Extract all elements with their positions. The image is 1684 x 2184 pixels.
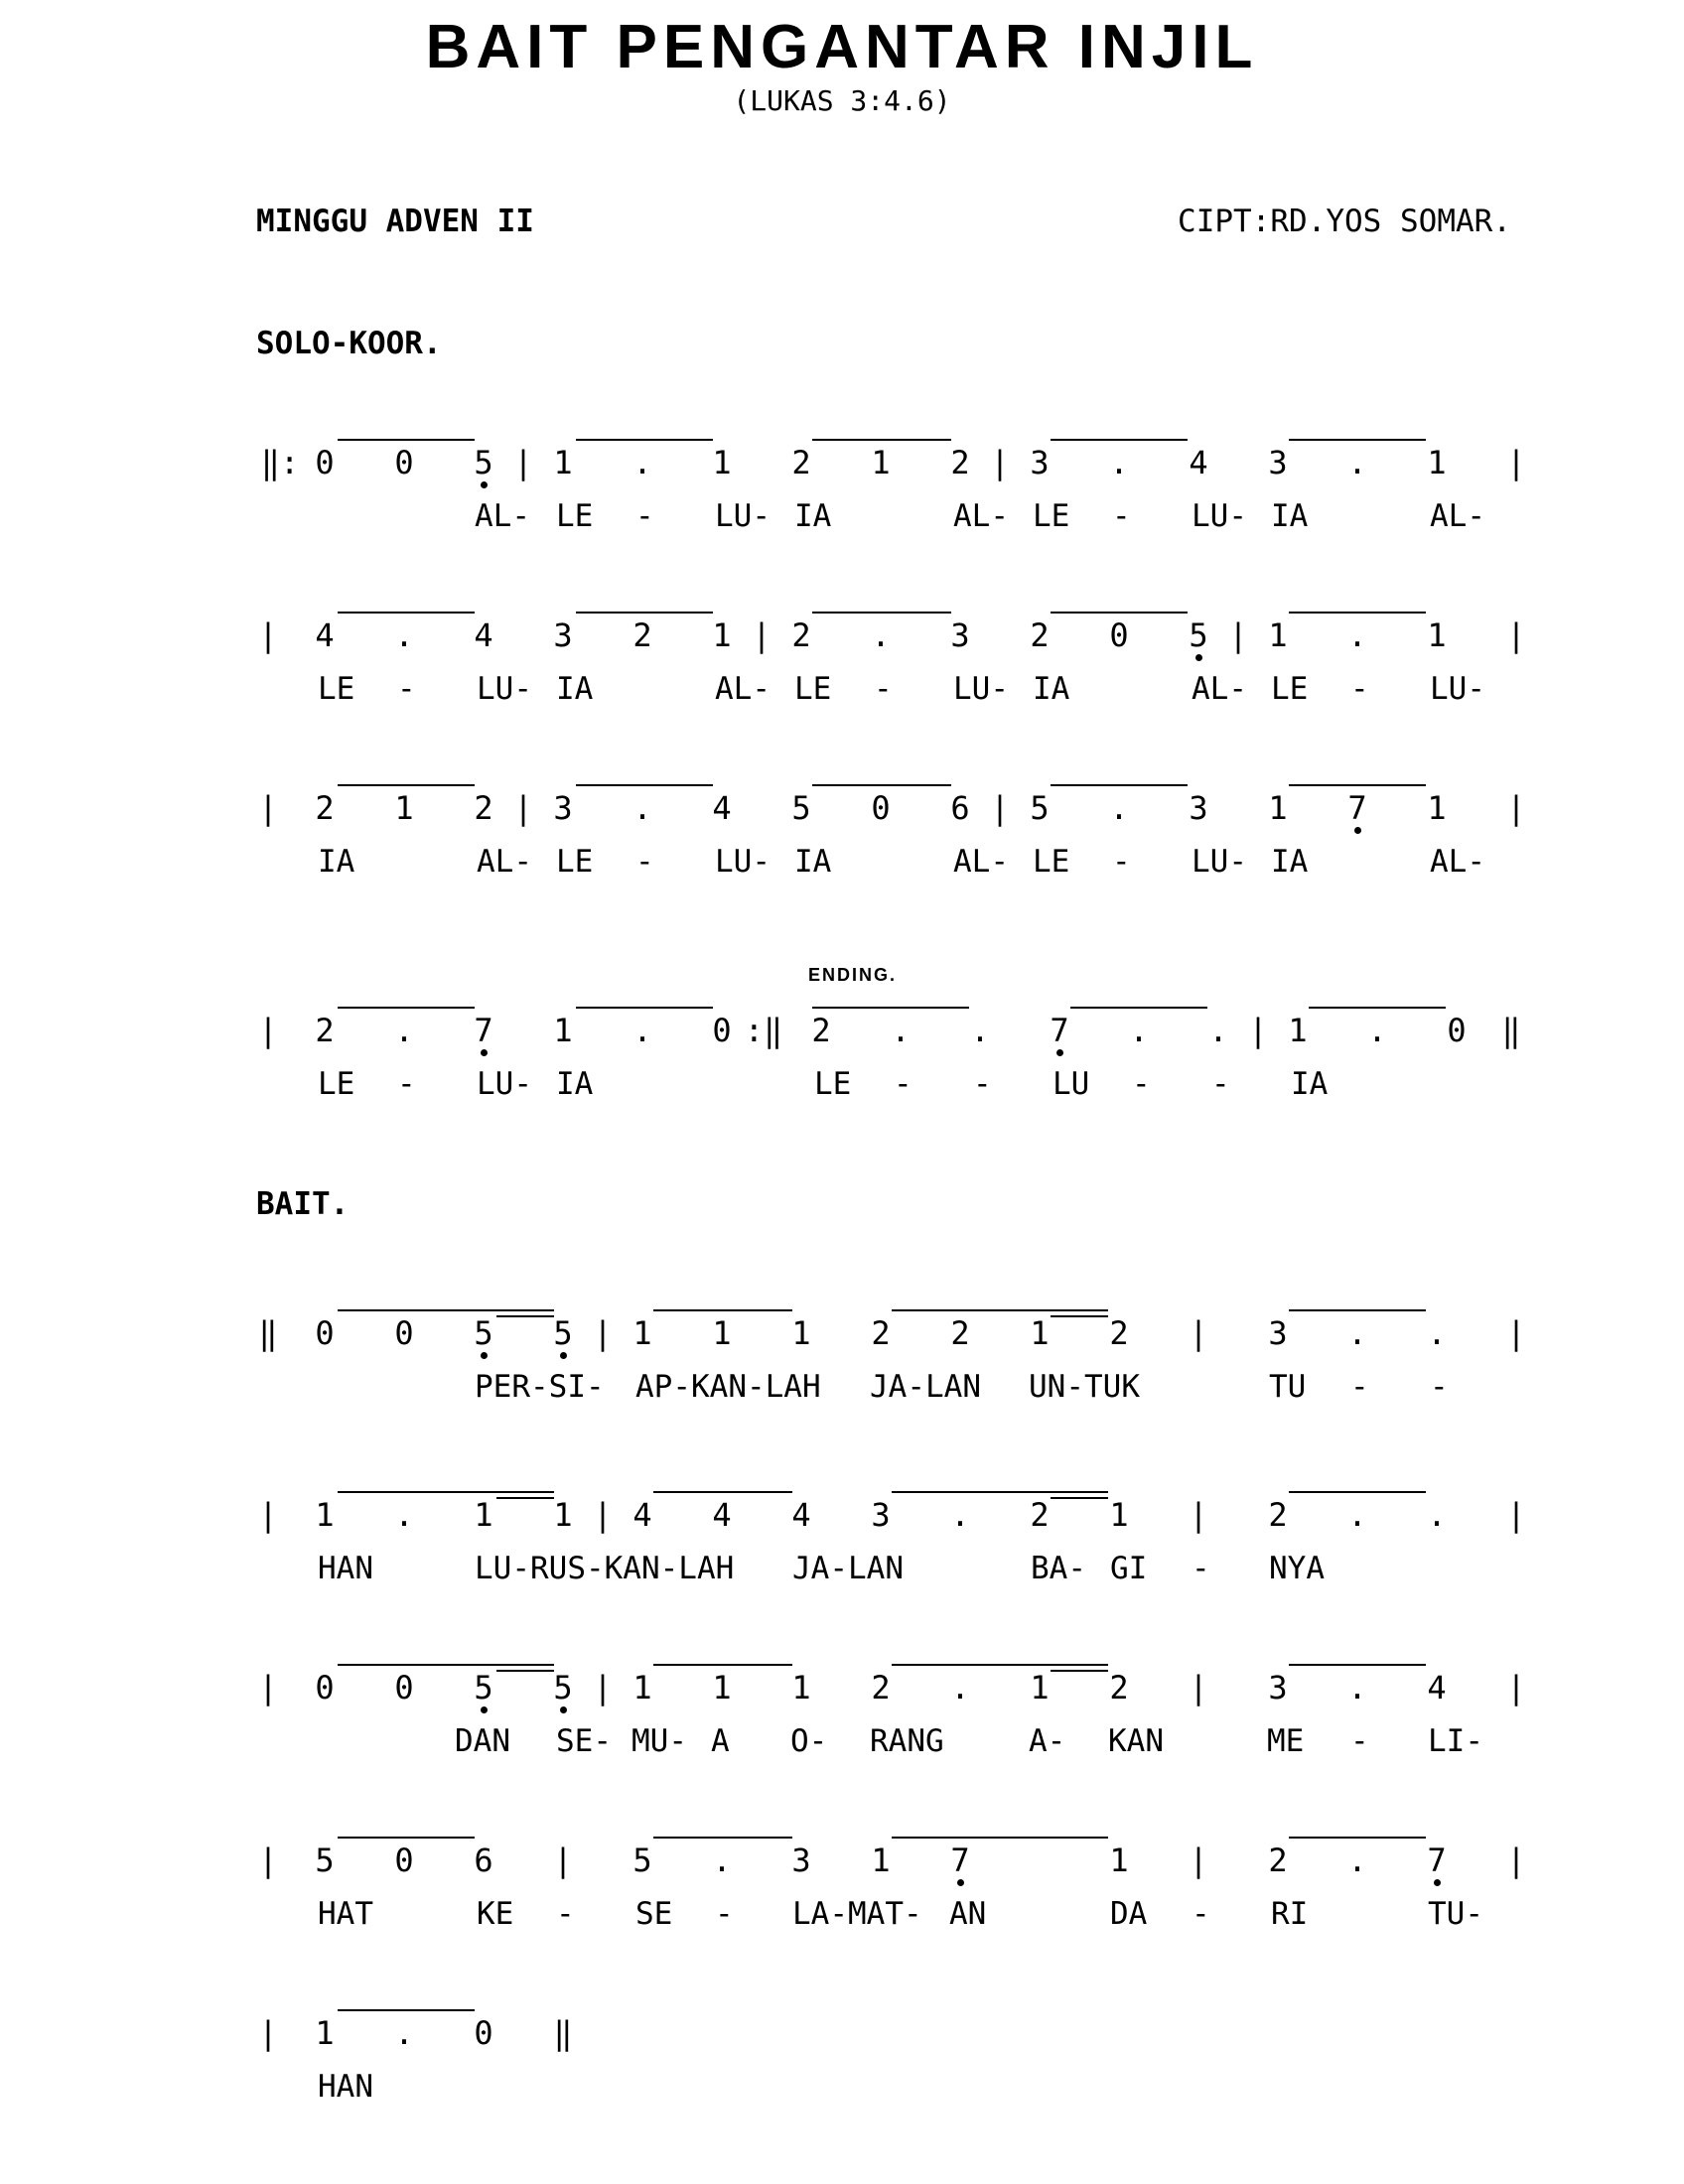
lyric-syllable: - <box>397 1066 416 1102</box>
section-bait: BAIT. <box>256 1186 350 1222</box>
note-text: | <box>553 1842 573 1879</box>
ending-marker: ENDING. <box>808 965 898 985</box>
beam-line <box>1309 1007 1446 1009</box>
lyric-syllable: IA <box>556 671 594 707</box>
octave-dot <box>481 1352 488 1359</box>
note-text: 3 <box>871 1496 891 1534</box>
note-text: 5 <box>1189 616 1208 654</box>
lyric-syllable: AL- <box>1430 844 1485 880</box>
octave-dot <box>1195 654 1202 661</box>
beam-line <box>892 1309 1108 1311</box>
note-text: . <box>394 1496 414 1534</box>
note-text: 6 <box>474 1842 493 1879</box>
note-text: | <box>990 444 1010 481</box>
lyric-syllable: AL- <box>953 498 1009 534</box>
note-text: 5 <box>474 1669 493 1706</box>
beam-line <box>338 784 475 786</box>
note-text: | <box>1189 1842 1208 1879</box>
lyric-syllable: - <box>874 671 893 707</box>
beam-line <box>576 1007 713 1009</box>
note-text: . <box>1129 1012 1149 1049</box>
note-text: 1 <box>553 1012 573 1049</box>
lyric-syllable: AP-KAN-LAH <box>635 1369 821 1405</box>
note-text: 2 <box>871 1669 891 1706</box>
lyric-syllable: LE <box>1033 844 1070 880</box>
note-text: 0 <box>315 1669 335 1706</box>
lyric-syllable: - <box>1350 671 1369 707</box>
note-text: 4 <box>1427 1669 1447 1706</box>
note-text: . <box>1347 616 1367 654</box>
lyric-syllable: - <box>1192 1896 1210 1932</box>
note-text: 4 <box>315 616 335 654</box>
note-text: 2 <box>811 1012 831 1049</box>
note-text: 1 <box>712 444 732 481</box>
note-text: 4 <box>474 616 493 654</box>
note-text: 5 <box>791 789 811 827</box>
lyric-syllable: DA <box>1110 1896 1148 1932</box>
note-text: 1 <box>1030 1314 1050 1352</box>
lyric-syllable: - <box>1132 1066 1151 1102</box>
note-text: 2 <box>871 1314 891 1352</box>
note-text: 1 <box>1109 1842 1129 1879</box>
lyric-syllable: LU- <box>715 498 771 534</box>
lyric-syllable: LE <box>794 671 832 707</box>
note-text: 2 <box>950 1314 970 1352</box>
note-text: | <box>258 2014 278 2052</box>
beam-line <box>576 439 713 441</box>
beam-line <box>812 1007 969 1009</box>
beam-line <box>496 1670 554 1672</box>
note-text: 4 <box>632 1496 652 1534</box>
note-text: 0 <box>315 1314 335 1352</box>
lyric-syllable: RI <box>1271 1896 1309 1932</box>
note-text: | <box>593 1496 613 1534</box>
lyric-syllable: IA <box>556 1066 594 1102</box>
lyric-syllable: IA <box>318 844 355 880</box>
note-text: . <box>1347 444 1367 481</box>
octave-dot <box>1354 827 1361 834</box>
note-text: 5 <box>474 444 493 481</box>
lyric-syllable: DAN <box>455 1723 510 1759</box>
note-text: 4 <box>1189 444 1208 481</box>
note-text: 5 <box>1030 789 1050 827</box>
note-text: 7 <box>1427 1842 1447 1879</box>
lyric-syllable: AL- <box>715 671 771 707</box>
note-text: . <box>632 1012 652 1049</box>
note-text: 0 <box>474 2014 493 2052</box>
lyric-syllable: HAT <box>318 1896 373 1932</box>
beam-line <box>1289 612 1426 614</box>
beam-line <box>338 439 475 441</box>
note-text: . <box>632 789 652 827</box>
note-text: . <box>1347 1842 1367 1879</box>
lyric-syllable: - <box>1112 498 1131 534</box>
note-text: | <box>513 444 533 481</box>
octave-dot <box>560 1352 567 1359</box>
lyric-syllable: SE <box>635 1896 673 1932</box>
note-text: 1 <box>712 1669 732 1706</box>
beam-line <box>1070 1007 1207 1009</box>
note-text: ‖ <box>1501 1012 1521 1049</box>
note-text: 1 <box>632 1314 652 1352</box>
note-text: 1 <box>1427 789 1447 827</box>
note-text: 1 <box>1288 1012 1308 1049</box>
note-text: . <box>970 1012 990 1049</box>
note-text: . <box>394 1012 414 1049</box>
note-text: 1 <box>1427 616 1447 654</box>
note-text: 1 <box>712 1314 732 1352</box>
note-text: | <box>1228 616 1248 654</box>
note-text: 2 <box>1268 1842 1288 1879</box>
note-text: ‖: <box>260 444 300 481</box>
note-text: 3 <box>1189 789 1208 827</box>
note-text: . <box>950 1496 970 1534</box>
beam-line <box>338 612 475 614</box>
note-text: 0 <box>394 1314 414 1352</box>
note-text: 0 <box>712 1012 732 1049</box>
note-text: ‖ <box>258 1314 278 1352</box>
note-text: | <box>258 1669 278 1706</box>
lyric-syllable: BA- <box>1031 1551 1086 1586</box>
octave-dot <box>560 1706 567 1713</box>
lyric-syllable: RANG <box>870 1723 944 1759</box>
note-text: 3 <box>1268 1314 1288 1352</box>
note-text: | <box>990 789 1010 827</box>
note-text: . <box>394 2014 414 2052</box>
note-text: . <box>1427 1496 1447 1534</box>
note-text: | <box>258 789 278 827</box>
occasion-label: MINGGU ADVEN II <box>256 204 534 239</box>
note-text: . <box>394 616 414 654</box>
note-text: 1 <box>394 789 414 827</box>
note-text: | <box>258 1012 278 1049</box>
beam-line <box>892 1837 1108 1839</box>
beam-line <box>1289 439 1426 441</box>
note-text: 7 <box>474 1012 493 1049</box>
lyric-syllable: - <box>397 671 416 707</box>
lyric-syllable: LI- <box>1428 1723 1483 1759</box>
lyric-syllable: LU- <box>1192 498 1247 534</box>
lyric-syllable: LU- <box>477 1066 532 1102</box>
lyric-syllable: PER-SI- <box>475 1369 605 1405</box>
note-text: . <box>1109 444 1129 481</box>
note-text: 2 <box>1030 1496 1050 1534</box>
note-text: 2 <box>1109 1314 1129 1352</box>
note-text: 1 <box>553 1496 573 1534</box>
note-text: | <box>1506 789 1526 827</box>
note-text: :‖ <box>744 1012 783 1049</box>
note-text: 1 <box>1030 1669 1050 1706</box>
lyric-syllable: - <box>635 844 654 880</box>
beam-line <box>1051 1670 1108 1672</box>
section-solo-koor: SOLO-KOOR. <box>256 326 442 361</box>
lyric-syllable: A- <box>1029 1723 1066 1759</box>
lyric-syllable: - <box>894 1066 912 1102</box>
lyric-syllable: - <box>1211 1066 1230 1102</box>
note-text: 2 <box>315 1012 335 1049</box>
song-title: BAIT PENGANTAR INJIL <box>425 13 1259 81</box>
lyric-syllable: IA <box>1271 498 1309 534</box>
note-text: 0 <box>394 1669 414 1706</box>
lyric-syllable: A <box>711 1723 730 1759</box>
composer-credit: CIPT:RD.YOS SOMAR. <box>1178 204 1511 239</box>
note-text: . <box>1347 1314 1367 1352</box>
note-text: . <box>1208 1012 1228 1049</box>
note-text: . <box>871 616 891 654</box>
beam-line <box>338 2009 475 2011</box>
note-text: 2 <box>791 444 811 481</box>
note-text: 4 <box>712 1496 732 1534</box>
note-text: . <box>712 1842 732 1879</box>
lyric-syllable: TU <box>1269 1369 1307 1405</box>
note-text: | <box>258 1842 278 1879</box>
beam-line <box>1289 1309 1426 1311</box>
note-text: . <box>1109 789 1129 827</box>
beam-line <box>653 1491 792 1493</box>
note-text: | <box>1506 1496 1526 1534</box>
note-text: 4 <box>791 1496 811 1534</box>
note-text: 1 <box>1109 1496 1129 1534</box>
note-text: 3 <box>553 616 573 654</box>
lyric-syllable: AL- <box>475 498 530 534</box>
lyric-syllable: HAN <box>318 1551 373 1586</box>
note-text: 1 <box>791 1669 811 1706</box>
note-text: 2 <box>791 616 811 654</box>
note-text: 5 <box>632 1842 652 1879</box>
beam-line <box>653 1309 792 1311</box>
note-text: 4 <box>712 789 732 827</box>
lyric-syllable: HAN <box>318 2069 373 2105</box>
note-text: 2 <box>315 789 335 827</box>
lyric-syllable: LA-MAT- <box>792 1896 922 1932</box>
lyric-syllable: LU- <box>477 671 532 707</box>
beam-line <box>1289 1837 1426 1839</box>
lyric-syllable: - <box>1112 844 1131 880</box>
note-text: 5 <box>553 1669 573 1706</box>
note-text: 1 <box>315 1496 335 1534</box>
lyric-syllable: - <box>556 1896 575 1932</box>
lyric-syllable: LU- <box>715 844 771 880</box>
scripture-reference: (LUKAS 3:4.6) <box>733 84 951 117</box>
note-text: 3 <box>1030 444 1050 481</box>
note-text: 0 <box>394 444 414 481</box>
octave-dot <box>481 1706 488 1713</box>
beam-line <box>812 784 951 786</box>
lyric-syllable: LU-RUS-KAN-LAH <box>475 1551 735 1586</box>
note-text: . <box>950 1669 970 1706</box>
beam-line <box>1051 439 1188 441</box>
note-text: 0 <box>394 1842 414 1879</box>
beam-line <box>812 612 951 614</box>
note-text: . <box>1367 1012 1387 1049</box>
note-text: 5 <box>315 1842 335 1879</box>
lyric-syllable: IA <box>1271 844 1309 880</box>
note-text: | <box>1506 444 1526 481</box>
lyric-syllable: LE <box>318 671 355 707</box>
lyric-syllable: JA-LAN <box>870 1369 981 1405</box>
note-text: 0 <box>1109 616 1129 654</box>
lyric-syllable: - <box>973 1066 992 1102</box>
note-text: 5 <box>553 1314 573 1352</box>
note-text: 7 <box>950 1842 970 1879</box>
lyric-syllable: IA <box>1291 1066 1329 1102</box>
note-text: | <box>1506 1842 1526 1879</box>
lyric-syllable: ME <box>1267 1723 1305 1759</box>
beam-line <box>1289 1491 1426 1493</box>
lyric-syllable: UN-TUK <box>1029 1369 1140 1405</box>
lyric-syllable: AL- <box>953 844 1009 880</box>
note-text: 3 <box>553 789 573 827</box>
note-text: | <box>1189 1496 1208 1534</box>
note-text: 3 <box>791 1842 811 1879</box>
beam-line <box>653 1837 792 1839</box>
beam-line <box>338 1664 554 1666</box>
note-text: . <box>1427 1314 1447 1352</box>
note-text: | <box>1189 1314 1208 1352</box>
lyric-syllable: LE <box>814 1066 852 1102</box>
note-text: 1 <box>871 444 891 481</box>
beam-line <box>1051 1315 1108 1317</box>
lyric-syllable: LU- <box>953 671 1009 707</box>
octave-dot <box>481 1049 488 1056</box>
note-text: | <box>1506 1314 1526 1352</box>
note-text: 7 <box>1347 789 1367 827</box>
note-text: . <box>1347 1496 1367 1534</box>
beam-line <box>892 1491 1108 1493</box>
lyric-syllable: LU <box>1052 1066 1090 1102</box>
lyric-syllable: TU- <box>1428 1896 1483 1932</box>
beam-line <box>1289 784 1426 786</box>
lyric-syllable: LE <box>1033 498 1070 534</box>
lyric-syllable: LE <box>556 844 594 880</box>
note-text: 0 <box>871 789 891 827</box>
note-text: 1 <box>632 1669 652 1706</box>
note-text: 2 <box>1109 1669 1129 1706</box>
lyric-syllable: - <box>1350 1369 1369 1405</box>
note-text: | <box>513 789 533 827</box>
note-text: | <box>593 1669 613 1706</box>
lyric-syllable: AL- <box>1192 671 1247 707</box>
note-text: 2 <box>1030 616 1050 654</box>
note-text: | <box>258 1496 278 1534</box>
lyric-syllable: NYA <box>1269 1551 1325 1586</box>
note-text: ‖ <box>553 2014 573 2052</box>
beam-line <box>338 1007 475 1009</box>
beam-line <box>338 1491 554 1493</box>
note-text: 1 <box>1268 616 1288 654</box>
lyric-syllable: - <box>635 498 654 534</box>
note-text: | <box>1189 1669 1208 1706</box>
beam-line <box>1051 784 1188 786</box>
lyric-syllable: IA <box>794 498 832 534</box>
note-text: 1 <box>1268 789 1288 827</box>
note-text: 1 <box>791 1314 811 1352</box>
note-text: | <box>1248 1012 1268 1049</box>
note-text: | <box>752 616 772 654</box>
beam-line <box>496 1497 554 1499</box>
lyric-syllable: SE- <box>556 1723 612 1759</box>
note-text: | <box>593 1314 613 1352</box>
lyric-syllable: AL- <box>1430 498 1485 534</box>
octave-dot <box>481 481 488 488</box>
note-text: 2 <box>950 444 970 481</box>
note-text: 1 <box>474 1496 493 1534</box>
note-text: . <box>1347 1669 1367 1706</box>
beam-line <box>1051 612 1188 614</box>
beam-line <box>892 1664 1108 1666</box>
beam-line <box>338 1309 554 1311</box>
beam-line <box>1289 1664 1426 1666</box>
note-text: 1 <box>315 2014 335 2052</box>
beam-line <box>496 1315 554 1317</box>
beam-line <box>653 1664 792 1666</box>
note-text: . <box>632 444 652 481</box>
lyric-syllable: - <box>715 1896 734 1932</box>
lyric-syllable: - <box>1350 1723 1369 1759</box>
note-text: 2 <box>632 616 652 654</box>
lyric-syllable: LE <box>318 1066 355 1102</box>
lyric-syllable: - <box>1430 1369 1449 1405</box>
octave-dot <box>957 1879 964 1886</box>
lyric-syllable: O- <box>790 1723 828 1759</box>
note-text: 2 <box>1268 1496 1288 1534</box>
octave-dot <box>1434 1879 1441 1886</box>
note-text: 5 <box>474 1314 493 1352</box>
lyric-syllable: - <box>1192 1551 1210 1586</box>
octave-dot <box>1056 1049 1063 1056</box>
note-text: 6 <box>950 789 970 827</box>
note-text: 2 <box>474 789 493 827</box>
note-text: | <box>258 616 278 654</box>
lyric-syllable: LE <box>556 498 594 534</box>
lyric-syllable: JA-LAN <box>792 1551 904 1586</box>
lyric-syllable: KE <box>477 1896 514 1932</box>
note-text: 1 <box>712 616 732 654</box>
lyric-syllable: LU- <box>1430 671 1485 707</box>
lyric-syllable: AN <box>949 1896 987 1932</box>
note-text: 1 <box>1427 444 1447 481</box>
beam-line <box>576 612 713 614</box>
note-text: 3 <box>1268 444 1288 481</box>
note-text: 0 <box>315 444 335 481</box>
lyric-syllable: AL- <box>477 844 532 880</box>
lyric-syllable: GI <box>1110 1551 1148 1586</box>
beam-line <box>1051 1497 1108 1499</box>
note-text: 7 <box>1050 1012 1069 1049</box>
note-text: 0 <box>1447 1012 1467 1049</box>
note-text: | <box>1506 1669 1526 1706</box>
lyric-syllable: IA <box>794 844 832 880</box>
beam-line <box>338 1837 475 1839</box>
lyric-syllable: IA <box>1033 671 1070 707</box>
lyric-syllable: LE <box>1271 671 1309 707</box>
note-text: . <box>891 1012 911 1049</box>
beam-line <box>812 439 951 441</box>
note-text: 1 <box>871 1842 891 1879</box>
note-text: 3 <box>1268 1669 1288 1706</box>
lyric-syllable: LU- <box>1192 844 1247 880</box>
note-text: 3 <box>950 616 970 654</box>
note-text: | <box>1506 616 1526 654</box>
note-text: 1 <box>553 444 573 481</box>
lyric-syllable: MU- <box>632 1723 687 1759</box>
beam-line <box>576 784 713 786</box>
lyric-syllable: KAN <box>1108 1723 1164 1759</box>
